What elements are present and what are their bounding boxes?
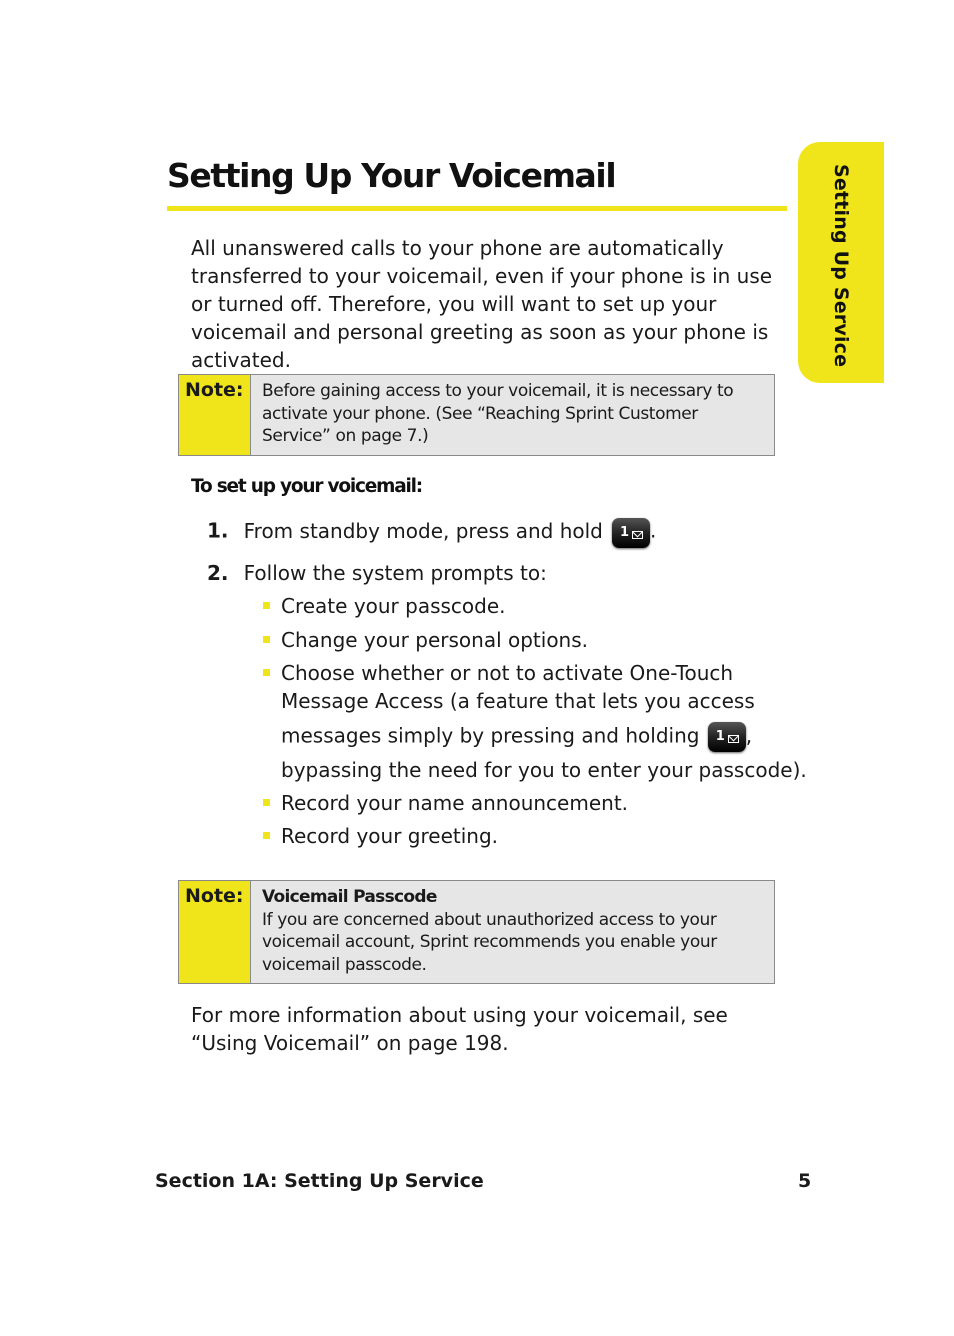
list-item-continuation: bypassing the need for you to enter your passcode). [281, 758, 807, 782]
envelope-icon [632, 531, 643, 539]
note-heading: Voicemail Passcode [262, 887, 437, 907]
list-item: Record your greeting. [263, 824, 498, 848]
section-side-tab [798, 142, 884, 383]
intro-paragraph: All unanswered calls to your phone are automatically transferred to your voicemail, even if your phone is in use or turned off. Therefore, you will want to set up your voicemail and personal greeting as soon as your phone is activated. [191, 236, 773, 372]
bullet-icon [263, 602, 270, 609]
step-punctuation: . [649, 518, 657, 543]
footer-page-number: 5 [798, 1170, 812, 1192]
key-digit: 1 [715, 729, 725, 744]
title-underline [167, 206, 787, 211]
outro-paragraph: For more information about using your voicemail, see “Using Voicemail” on page 198. [191, 1003, 728, 1055]
list-item: Choose whether or not to activate One-Touch [263, 661, 733, 685]
note-label: Note: [179, 375, 251, 455]
bullet-icon [263, 832, 270, 839]
bullet-icon [263, 669, 270, 676]
list-item: Record your name announcement. [263, 791, 628, 815]
bullet-icon [263, 799, 270, 806]
list-item-continuation: messages simply by pressing and holding 1 , [281, 722, 752, 752]
list-item-continuation: Message Access (a feature that lets you access [281, 689, 755, 713]
footer-section-label: Section 1A: Setting Up Service [155, 1170, 484, 1192]
step-number: 1. [207, 518, 229, 543]
note-label: Note: [179, 881, 251, 983]
step-2 [207, 561, 547, 585]
envelope-icon [728, 735, 739, 743]
step-1 [207, 518, 656, 548]
note-text: If you are concerned about unauthorized access to your voicemail account, Sprint recommends you enable your voicemail passcode. [262, 909, 717, 975]
list-item: Change your personal options. [263, 628, 588, 652]
procedure-heading: To set up your voicemail: [191, 476, 422, 497]
voicemail-key-icon [612, 518, 650, 548]
note-box-activation [178, 374, 775, 456]
voicemail-key-icon [708, 722, 746, 752]
step-number: 2. [207, 561, 229, 585]
page-title: Setting Up Your Voicemail [167, 156, 616, 195]
note-content [251, 881, 774, 983]
side-tab-label: Setting Up Service [830, 164, 852, 368]
key-digit: 1 [619, 525, 629, 540]
note-text: Before gaining access to your voicemail, it is necessary to activate your phone. (See “Reaching Sprint Customer Service” on page 7.) [262, 381, 734, 446]
step-text: From standby mode, press and hold [243, 518, 603, 543]
note-box-passcode [178, 880, 775, 984]
list-item: Create your passcode. [263, 594, 506, 618]
bullet-icon [263, 636, 270, 643]
step-text: Follow the system prompts to: [243, 561, 547, 585]
